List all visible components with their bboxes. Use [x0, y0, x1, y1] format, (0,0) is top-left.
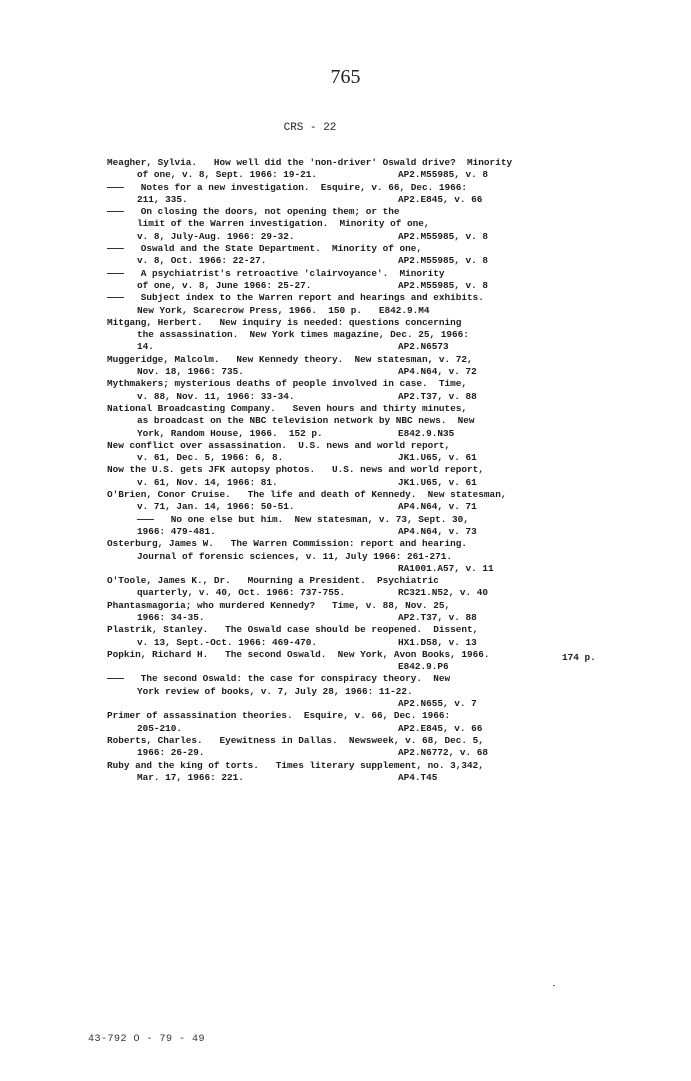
bibliography-line	[107, 341, 577, 353]
bibliography-line	[107, 428, 577, 440]
citation-text: ——— A psychiatrist's retroactive 'clairvoyance'. Minority	[107, 267, 445, 279]
print-footer: 43-792 O - 79 - 49	[88, 1034, 206, 1045]
citation-text: New York, Scarecrow Press, 1966. 150 p. E842.9.M4	[137, 304, 430, 316]
bibliography-line	[107, 747, 577, 759]
citation-text: New conflict over assassination. U.S. news and world report,	[107, 439, 451, 451]
citation-text: Muggeridge, Malcolm. New Kennedy theory. New statesman, v. 72,	[107, 353, 473, 365]
bibliography-line	[107, 698, 577, 710]
call-number: E842.9.N35	[398, 427, 455, 439]
bibliography-line	[107, 378, 577, 390]
bibliography-line	[107, 563, 577, 575]
bibliography-line	[107, 366, 577, 378]
citation-text: v. 61, Dec. 5, 1966: 6, 8.	[137, 452, 284, 464]
bibliography-line	[107, 305, 577, 317]
call-number: AP2.M55985, v. 8	[398, 279, 489, 291]
bibliography-line	[107, 735, 577, 747]
citation-text: as broadcast on the NBC television network by NBC news. New	[137, 415, 475, 427]
bibliography-entries	[107, 157, 577, 784]
call-number: AP2.M55985, v. 8	[398, 255, 489, 267]
citation-text: O'Toole, James K., Dr. Mourning a President. Psychiatric	[107, 575, 439, 587]
bibliography-line	[107, 587, 577, 599]
bibliography-line	[107, 391, 577, 403]
bibliography-line	[107, 243, 577, 255]
bibliography-line	[107, 231, 577, 243]
citation-text: Plastrik, Stanley. The Oswald case should be reopened. Dissent,	[107, 624, 479, 636]
bibliography-line	[107, 268, 577, 280]
citation-text: O'Brien, Conor Cruise. The life and death of Kennedy. New statesman,	[107, 489, 507, 501]
citation-text: quarterly, v. 40, Oct. 1966: 737-755.	[137, 587, 346, 599]
citation-text: Phantasmagoria; who murdered Kennedy? Time, v. 88, Nov. 25,	[107, 599, 451, 611]
citation-text: Journal of forensic sciences, v. 11, July 1966: 261-271.	[137, 550, 453, 562]
call-number: AP2.E845, v. 66	[398, 193, 483, 205]
call-number: JK1.U65, v. 61	[398, 476, 477, 488]
bibliography-line	[107, 600, 577, 612]
bibliography-line	[107, 538, 577, 550]
citation-text: Popkin, Richard H. The second Oswald. New York, Avon Books, 1966.	[107, 648, 490, 660]
bibliography-line	[107, 464, 577, 476]
bibliography-line	[107, 317, 577, 329]
page-number: 765	[330, 66, 361, 88]
citation-text: Mitgang, Herbert. New inquiry is needed: questions concerning	[107, 316, 462, 328]
citation-text: Nov. 18, 1966: 735.	[137, 366, 244, 378]
citation-text: ——— No one else but him. New statesman, v. 73, Sept. 30,	[137, 513, 469, 525]
citation-text: 205-210.	[137, 722, 183, 734]
bibliography-line	[107, 218, 577, 230]
bibliography-line	[107, 354, 577, 366]
call-number: JK1.U65, v. 61	[398, 452, 477, 464]
bibliography-line	[107, 612, 577, 624]
citation-text: v. 13, Sept.-Oct. 1966: 469-470.	[137, 636, 318, 648]
citation-text: Now the U.S. gets JFK autopsy photos. U.S. news and world report,	[107, 464, 484, 476]
bibliography-line	[107, 329, 577, 341]
call-number: AP4.N64, v. 72	[398, 366, 477, 378]
call-number: AP2.M55985, v. 8	[398, 169, 489, 181]
call-number: AP2.N6772, v. 68	[398, 747, 489, 759]
citation-text: 1966: 26-29.	[137, 747, 205, 759]
citation-text: of one, v. 8, Sept. 1966: 19-21.	[137, 169, 318, 181]
citation-text: York, Random House, 1966. 152 p.	[137, 427, 323, 439]
call-number: AP2.T37, v. 88	[398, 390, 477, 402]
call-number: RC321.N52, v. 40	[398, 587, 489, 599]
call-number: HX1.D58, v. 13	[398, 636, 477, 648]
bibliography-line	[107, 526, 577, 538]
bibliography-line	[107, 477, 577, 489]
bibliography-line	[107, 194, 577, 206]
citation-text: 211, 335.	[137, 193, 188, 205]
call-number: AP4.N64, v. 71	[398, 501, 477, 513]
call-number: E842.9.P6	[398, 661, 449, 673]
call-number: RA1001.A57, v. 11	[398, 562, 494, 574]
bibliography-line	[107, 686, 577, 698]
citation-text: the assassination. New York times magazine, Dec. 25, 1966:	[137, 329, 469, 341]
call-number: AP2.M55985, v. 8	[398, 230, 489, 242]
citation-text: v. 61, Nov. 14, 1966: 81.	[137, 476, 278, 488]
bibliography-line	[107, 624, 577, 636]
citation-text: 1966: 34-35.	[137, 611, 205, 623]
citation-text: v. 8, July-Aug. 1966: 29-32.	[137, 230, 295, 242]
popkin-page-count: 174 p.	[562, 652, 596, 663]
citation-text: Mythmakers; mysterious deaths of people involved in case. Time,	[107, 378, 468, 390]
citation-text: ——— Oswald and the State Department. Minority of one,	[107, 243, 423, 255]
citation-text: Primer of assassination theories. Esquire, v. 66, Dec. 1966:	[107, 710, 451, 722]
bibliography-line	[107, 280, 577, 292]
bibliography-line	[107, 710, 577, 722]
citation-text: ——— Subject index to the Warren report and hearings and exhibits.	[107, 292, 484, 304]
call-number: AP4.N64, v. 73	[398, 525, 477, 537]
citation-text: Mar. 17, 1966: 221.	[137, 771, 244, 783]
citation-text: 14.	[137, 341, 154, 353]
bibliography-line	[107, 661, 577, 673]
citation-text: ——— The second Oswald: the case for conspiracy theory. New	[107, 673, 451, 685]
bibliography-line	[107, 551, 577, 563]
bibliography-line	[107, 157, 577, 169]
bibliography-line	[107, 637, 577, 649]
bibliography-line	[107, 182, 577, 194]
bibliography-line	[107, 489, 577, 501]
scan-speck	[553, 985, 555, 986]
citation-text: ——— On closing the doors, not opening them; or the	[107, 206, 400, 218]
bibliography-line	[107, 292, 577, 304]
citation-text: National Broadcasting Company. Seven hours and thirty minutes,	[107, 402, 468, 414]
series-code: CRS - 22	[283, 122, 337, 134]
citation-text: v. 71, Jan. 14, 1966: 50-51.	[137, 501, 295, 513]
call-number: AP2.E845, v. 66	[398, 722, 483, 734]
citation-text: v. 88, Nov. 11, 1966: 33-34.	[137, 390, 295, 402]
bibliography-line	[107, 403, 577, 415]
citation-text: limit of the Warren investigation. Minority of one,	[137, 218, 430, 230]
bibliography-line	[107, 575, 577, 587]
citation-text: 1966: 479-481.	[137, 525, 216, 537]
bibliography-line	[107, 760, 577, 772]
bibliography-line	[107, 772, 577, 784]
bibliography-line	[107, 501, 577, 513]
bibliography-line	[107, 673, 577, 685]
call-number: AP4.T45	[398, 771, 438, 783]
citation-text: Meagher, Sylvia. How well did the 'non-driver' Oswald drive? Minority	[107, 157, 513, 168]
citation-text: Osterburg, James W. The Warren Commission: report and hearing.	[107, 538, 468, 550]
citation-text: of one, v. 8, June 1966: 25-27.	[137, 279, 312, 291]
bibliography-line	[107, 415, 577, 427]
call-number: AP2.T37, v. 88	[398, 611, 477, 623]
bibliography-line	[107, 206, 577, 218]
bibliography-line	[107, 169, 577, 181]
citation-text: v. 8, Oct. 1966: 22-27.	[137, 255, 267, 267]
bibliography-line	[107, 514, 577, 526]
citation-text: Ruby and the king of torts. Times literary supplement, no. 3,342,	[107, 759, 484, 771]
call-number: AP2.N6573	[398, 341, 449, 353]
bibliography-line	[107, 649, 577, 661]
bibliography-line	[107, 723, 577, 735]
citation-text: York review of books, v. 7, July 28, 1966: 11-22.	[137, 685, 413, 697]
bibliography-line	[107, 440, 577, 452]
citation-text: ——— Notes for a new investigation. Esquire, v. 66, Dec. 1966:	[107, 181, 468, 193]
call-number: AP2.N655, v. 7	[398, 698, 477, 710]
bibliography-line	[107, 255, 577, 267]
bibliography-line	[107, 452, 577, 464]
citation-text: Roberts, Charles. Eyewitness in Dallas. Newsweek, v. 68, Dec. 5,	[107, 734, 484, 746]
